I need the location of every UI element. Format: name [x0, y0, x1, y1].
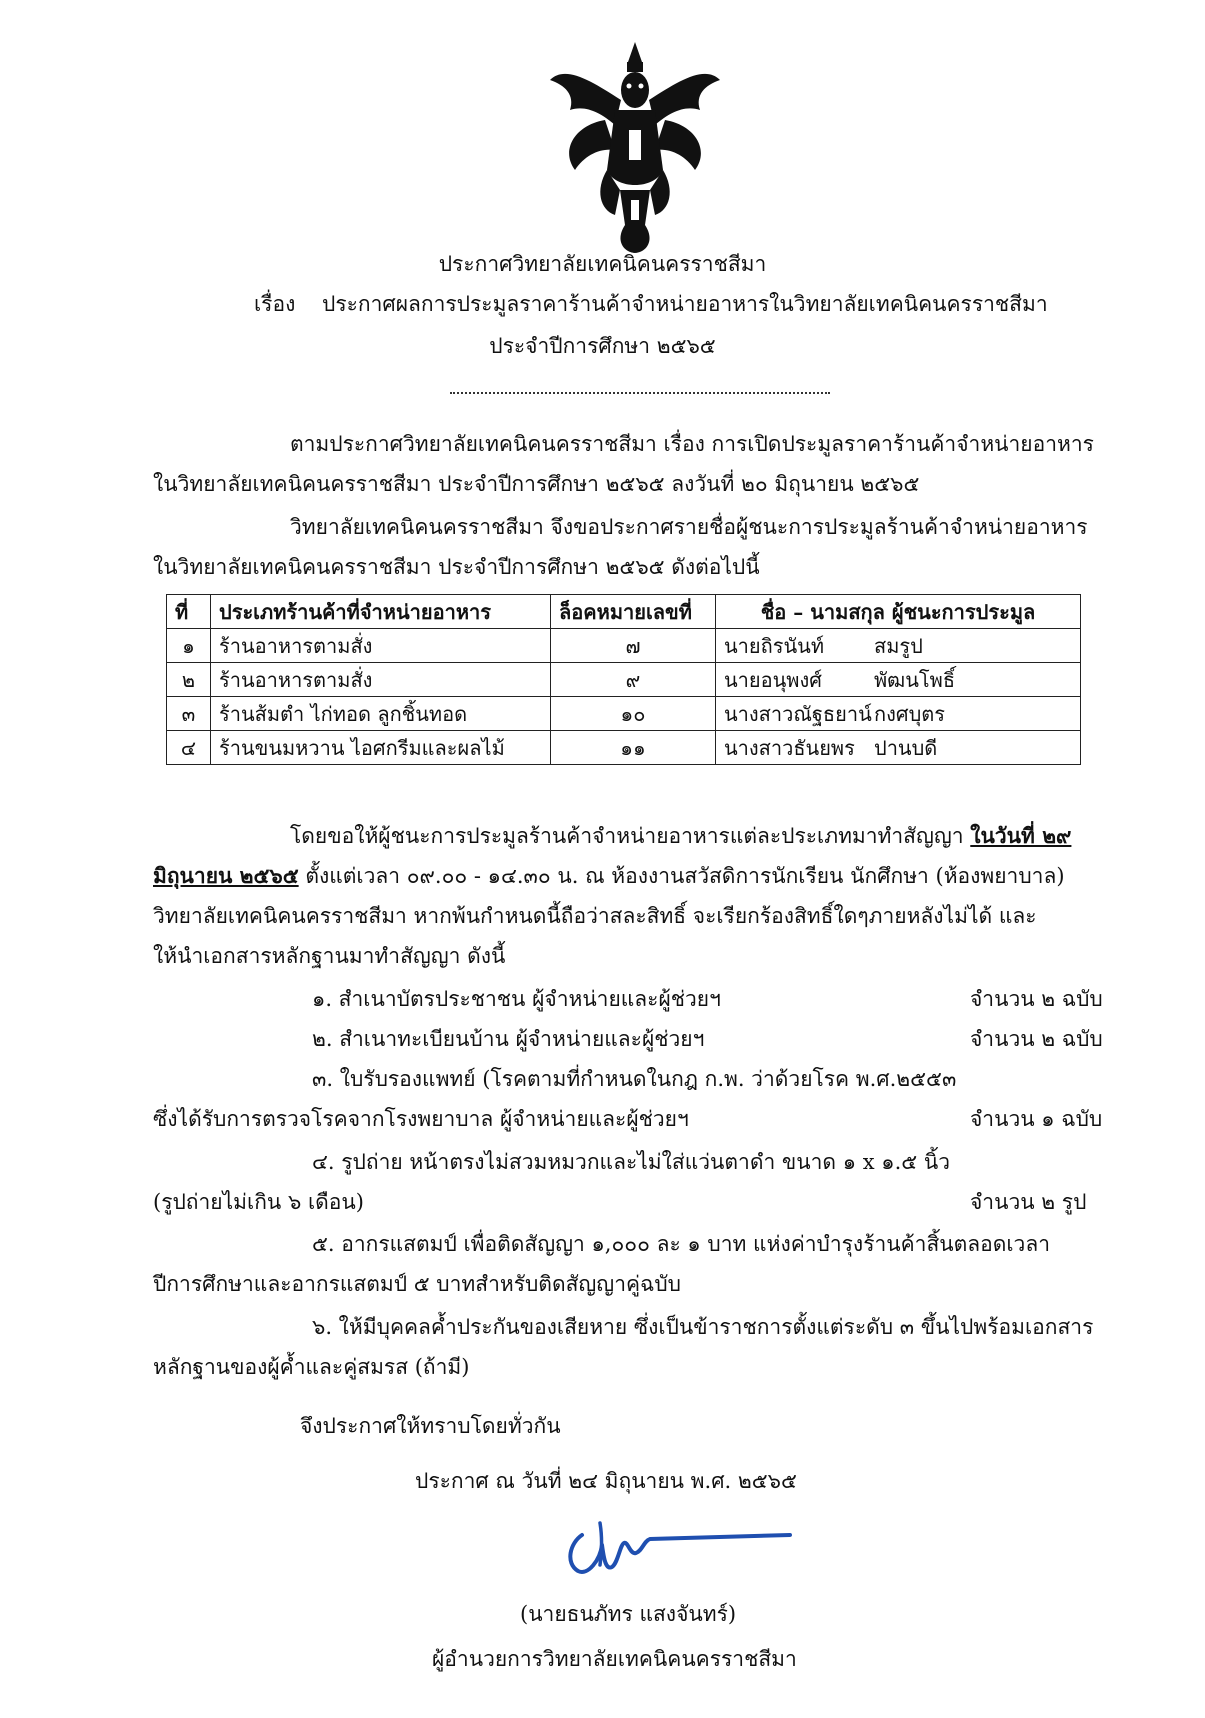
- row-type: ร้านอาหารตามสั่ง: [211, 629, 551, 663]
- contract-date-emphasis: ในวันที่ ๒๙: [970, 823, 1072, 848]
- item4-qty: จำนวน ๒ รูป: [970, 1190, 1087, 1214]
- table-row: [167, 731, 1081, 765]
- winner-last-name: พัฒนโพธิ์: [874, 667, 956, 692]
- row-no: ๑: [167, 629, 211, 663]
- winner-first-name: นางสาวณัฐธยาน์: [724, 701, 872, 726]
- para3-line1: [290, 822, 1071, 850]
- para1-line2: ในวิทยาลัยเทคนิคนครราชสีมา ประจำปีการศึกษา ๒๕๖๕ ลงวันที่ ๒๐ มิถุนายน ๒๕๖๕: [153, 472, 920, 496]
- winner-last-name: กงศบุตร: [874, 701, 945, 726]
- winner-last-name: ปานบดี: [874, 735, 938, 760]
- para3-line2-text: ตั้งแต่เวลา ๐๙.๐๐ - ๑๔.๓๐ น. ณ ห้องงานสวัสดิการนักเรียน นักศึกษา (ห้องพยาบาล): [305, 864, 1065, 888]
- para2-line2: ในวิทยาลัยเทคนิคนครราชสีมา ประจำปีการศึกษา ๒๕๖๕ ดังต่อไปนี้: [153, 555, 760, 579]
- para3-line4: ให้นำเอกสารหลักฐานมาทำสัญญา ดังนี้: [153, 944, 506, 968]
- item6-text-cont: หลักฐานของผู้ค้ำและคู่สมรส (ถ้ามี): [153, 1355, 470, 1379]
- row-winner: [716, 663, 1081, 697]
- item4-text: ๔. รูปถ่าย หน้าตรงไม่สวมหมวกและไม่ใส่แว่นตาดำ ขนาด ๑ x ๑.๕ นิ้ว: [312, 1150, 950, 1174]
- announcement-title: ประกาศวิทยาลัยเทคนิคนครราชสีมา: [438, 252, 767, 276]
- contract-month-emphasis: มิถุนายน ๒๕๖๕: [153, 863, 299, 888]
- table-row: [167, 663, 1081, 697]
- header-no: ที่: [167, 595, 211, 629]
- winner-first-name: นายถิรนันท์: [724, 633, 824, 658]
- row-lock: ๑๐: [551, 697, 716, 731]
- item1-text: ๑. สำเนาบัตรประชาชน ผู้จำหน่ายและผู้ช่วยฯ: [312, 987, 721, 1011]
- signer-position: ผู้อำนวยการวิทยาลัยเทคนิคนครราชสีมา: [432, 1647, 797, 1671]
- subject-label: เรื่อง: [254, 292, 296, 316]
- row-lock: ๗: [551, 629, 716, 663]
- winner-first-name: นายอนุพงศ์: [724, 667, 822, 692]
- item2-qty: จำนวน ๒ ฉบับ: [970, 1027, 1103, 1051]
- row-type: ร้านขนมหวาน ไอศกรีมและผลไม้: [211, 731, 551, 765]
- para2-line1: วิทยาลัยเทคนิคนครราชสีมา จึงขอประกาศรายชื่อผู้ชนะการประมูลร้านค้าจำหน่ายอาหาร: [290, 515, 1088, 539]
- para3-line1-text: โดยขอให้ผู้ชนะการประมูลร้านค้าจำหน่ายอาหารแต่ละประเภทมาทำสัญญา: [290, 824, 964, 848]
- closing-notice: จึงประกาศให้ทราบโดยทั่วกัน: [300, 1414, 561, 1438]
- row-no: ๒: [167, 663, 211, 697]
- row-lock: ๙: [551, 663, 716, 697]
- item3-qty: จำนวน ๑ ฉบับ: [970, 1107, 1103, 1131]
- para1-line1: ตามประกาศวิทยาลัยเทคนิคนครราชสีมา เรื่อง การเปิดประมูลราคาร้านค้าจำหน่ายอาหาร: [290, 432, 1094, 456]
- item5-text: ๕. อากรแสตมป์ เพื่อติดสัญญา ๑,๐๐๐ ละ ๑ บาท แห่งค่าบำรุงร้านค้าสิ้นตลอดเวลา: [312, 1232, 1051, 1256]
- row-type: ร้านส้มตำ ไก่ทอด ลูกชิ้นทอด: [211, 697, 551, 731]
- table-row: [167, 697, 1081, 731]
- row-type: ร้านอาหารตามสั่ง: [211, 663, 551, 697]
- garuda-emblem-icon: [545, 40, 725, 255]
- item2-text: ๒. สำเนาทะเบียนบ้าน ผู้จำหน่ายและผู้ช่วยฯ: [312, 1027, 705, 1051]
- item6-text: ๖. ให้มีบุคคลค้ำประกันของเสียหาย ซึ่งเป็นข้าราชการตั้งแต่ระดับ ๓ ขึ้นไปพร้อมเอกสาร: [312, 1315, 1094, 1339]
- item3-text-cont: ซึ่งได้รับการตรวจโรคจากโรงพยาบาล ผู้จำหน่ายและผู้ช่วยฯ: [153, 1107, 689, 1131]
- row-winner: [716, 697, 1081, 731]
- subject-text: ประกาศผลการประมูลราคาร้านค้าจำหน่ายอาหารในวิทยาลัยเทคนิคนครราชสีมา: [322, 292, 1048, 316]
- header-lock: ล็อคหมายเลขที่: [551, 595, 716, 629]
- row-no: ๓: [167, 697, 211, 731]
- para3-line2: [153, 862, 1065, 890]
- dotted-divider: [450, 392, 830, 394]
- row-winner: [716, 731, 1081, 765]
- item3-text: ๓. ใบรับรองแพทย์ (โรคตามที่กำหนดในกฎ ก.พ. ว่าด้วยโรค พ.ศ.๒๕๕๓: [312, 1067, 957, 1091]
- winner-last-name: สมรูป: [874, 633, 923, 658]
- row-lock: ๑๑: [551, 731, 716, 765]
- item4-text-cont: (รูปถ่ายไม่เกิน ๖ เดือน): [153, 1190, 364, 1214]
- header-winner: ชื่อ – นามสกุล ผู้ชนะการประมูล: [716, 595, 1081, 629]
- academic-year: ประจำปีการศึกษา ๒๕๖๕: [489, 334, 716, 358]
- winner-first-name: นางสาวธันยพร: [724, 735, 855, 760]
- winners-table: [166, 594, 1081, 765]
- row-no: ๔: [167, 731, 211, 765]
- row-winner: [716, 629, 1081, 663]
- item5-text-cont: ปีการศึกษาและอากรแสตมป์ ๕ บาทสำหรับติดสัญญาคู่ฉบับ: [153, 1272, 681, 1296]
- header-type: ประเภทร้านค้าที่จำหน่ายอาหาร: [211, 595, 551, 629]
- signer-name: (นายธนภัทร แสงจันทร์): [520, 1602, 737, 1626]
- announcement-date: ประกาศ ณ วันที่ ๒๔ มิถุนายน พ.ศ. ๒๕๖๕: [415, 1469, 797, 1493]
- table-header-row: [167, 595, 1081, 629]
- para3-line3: วิทยาลัยเทคนิคนครราชสีมา หากพ้นกำหนดนี้ถือว่าสละสิทธิ์ จะเรียกร้องสิทธิ์ใดๆภายหลังไม่ได้ และ: [153, 904, 1037, 928]
- table-row: [167, 629, 1081, 663]
- signature-icon: [560, 1505, 800, 1585]
- item1-qty: จำนวน ๒ ฉบับ: [970, 987, 1103, 1011]
